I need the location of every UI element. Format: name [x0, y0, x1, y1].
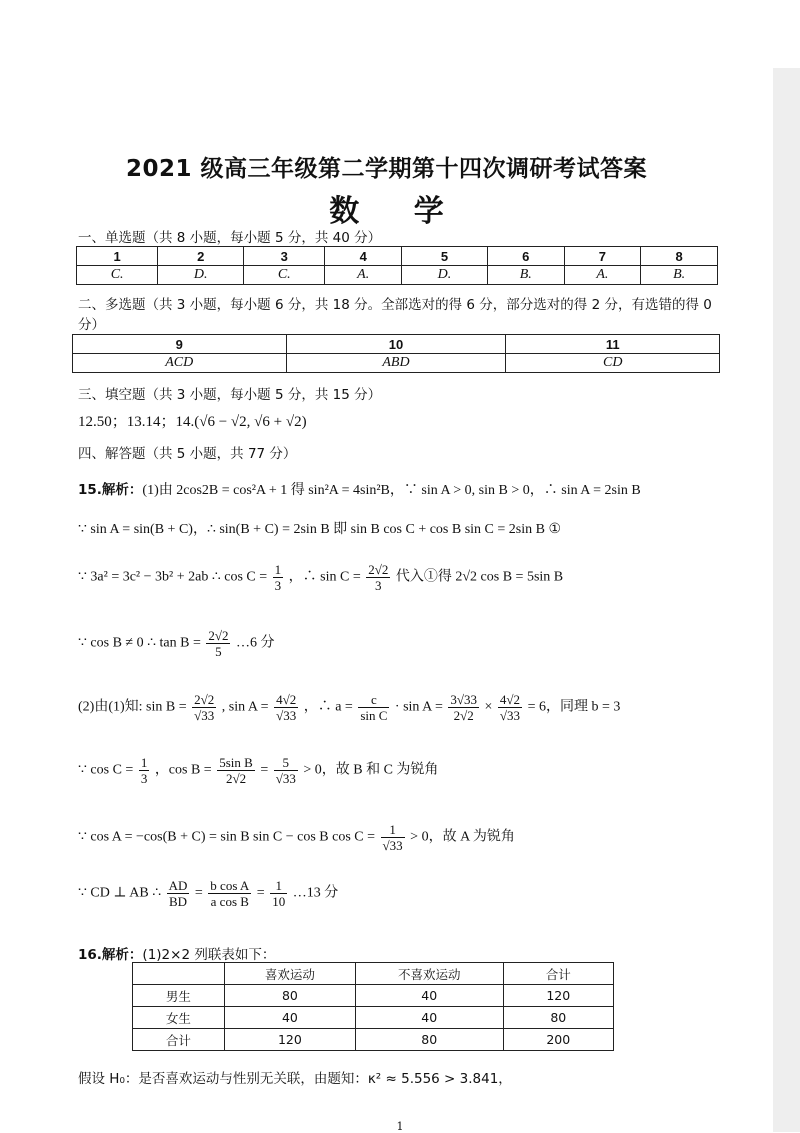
denominator: 2√2 — [225, 771, 247, 786]
question-number: 5 — [402, 247, 488, 266]
numerator: c — [358, 692, 389, 708]
math-text: · sin A = — [394, 699, 443, 715]
q16-line1 — [78, 943, 275, 963]
numerator: 4√2 — [276, 692, 297, 707]
q15-line6 — [78, 755, 438, 786]
fraction — [273, 562, 284, 593]
fraction — [167, 878, 190, 909]
denominator: 2√2 — [453, 708, 474, 723]
table-cell: 120 — [224, 1029, 355, 1051]
denominator: √33 — [275, 771, 296, 786]
math-text: ，∴ sin C = — [288, 569, 361, 585]
table-header-cell: 喜欢运动 — [224, 963, 355, 985]
math-text: × — [484, 699, 493, 715]
math-text: ∵ cos A = −cos(B + C) = sin B sin C − cos B cos C = — [78, 829, 376, 845]
numerator: 2√2 — [368, 562, 389, 577]
q15-label: 15.解析： — [78, 482, 143, 498]
q15-line3 — [78, 562, 563, 593]
table-row — [133, 1029, 614, 1051]
denominator: 3 — [140, 771, 148, 786]
question-number: 8 — [641, 247, 718, 266]
math-text: (2)由(1)知: sin B = — [78, 699, 187, 715]
section2-heading-cont: 分） — [78, 317, 105, 333]
table-cell: 80 — [224, 985, 355, 1007]
question-number: 4 — [325, 247, 402, 266]
contingency-table — [132, 962, 614, 1051]
numerator: 3√33 — [450, 692, 478, 707]
table-cell: 200 — [503, 1029, 613, 1051]
page-number: 1 — [396, 1120, 404, 1133]
question-number: 9 — [73, 335, 287, 354]
numerator: AD — [168, 878, 188, 893]
section2-heading: 二、多选题（共 3 小题，每小题 6 分，共 18 分。全部选对的得 6 分，部分选对的得 2 分，有选错的得 0 — [78, 297, 712, 313]
numerator: 2√2 — [208, 628, 229, 643]
table-cell: 40 — [355, 1007, 503, 1029]
fraction — [206, 628, 230, 659]
table-header-row — [133, 963, 614, 985]
question-number: 1 — [77, 247, 158, 266]
q16-intro: (1)2×2 列联表如下： — [142, 947, 276, 963]
math-text: ∵ CD ⊥ AB ∴ — [78, 885, 162, 901]
denominator: 3 — [375, 578, 382, 593]
denominator: 3 — [274, 578, 282, 593]
table-header-cell: 不喜欢运动 — [355, 963, 503, 985]
table-cell: 80 — [355, 1029, 503, 1051]
numerator: b cos A — [210, 878, 250, 893]
numerator: 5sin B — [219, 755, 253, 770]
fraction — [192, 692, 216, 723]
table-cell: 120 — [503, 985, 613, 1007]
answer-cell: C. — [244, 266, 325, 285]
fraction — [270, 878, 287, 909]
table-cell: 40 — [355, 985, 503, 1007]
math-text: = — [260, 762, 269, 778]
question-number: 2 — [158, 247, 244, 266]
math-text: = — [256, 885, 265, 901]
denominator: √33 — [276, 708, 297, 723]
math-text: ∵ cos C = — [78, 762, 134, 778]
page-title: 2021 级高三年级第二学期第十四次调研考试答案 — [125, 156, 648, 182]
subject-title: 数 学 — [329, 194, 466, 229]
math-text: ∵ 3a² = 3c² − 3b² + 2ab ∴ cos C = — [78, 569, 268, 585]
denominator: a cos B — [210, 894, 249, 909]
table-cell: 男生 — [133, 985, 225, 1007]
fraction — [358, 692, 389, 723]
answer-cell: B. — [641, 266, 718, 285]
numerator: 1 — [140, 755, 148, 770]
math-text: = — [194, 885, 203, 901]
fraction — [217, 755, 255, 786]
section3-heading: 三、填空题（共 3 小题，每小题 5 分，共 15 分） — [78, 387, 382, 403]
fraction — [498, 692, 522, 723]
answer-cell: A. — [564, 266, 641, 285]
answer-cell: D. — [402, 266, 488, 285]
math-text: > 0，故 B 和 C 为锐角 — [303, 762, 439, 778]
math-text: 代入①得 2√2 cos B = 5sin B — [395, 569, 564, 585]
q16-label: 16.解析： — [78, 947, 143, 963]
denominator: √33 — [194, 708, 215, 723]
answer-cell: D. — [158, 266, 244, 285]
q15-line5 — [78, 692, 620, 723]
denominator: BD — [168, 894, 188, 909]
multi-choice-answer-table — [72, 334, 720, 373]
answer-cell: CD — [506, 354, 720, 373]
answer-cell: ACD — [73, 354, 287, 373]
numerator: 1 — [274, 562, 282, 577]
math-text: , sin A = — [221, 699, 269, 715]
denominator: 10 — [272, 894, 286, 909]
denominator: √33 — [499, 708, 521, 723]
section1-heading: 一、单选题（共 8 小题，每小题 5 分，共 40 分） — [78, 230, 382, 246]
question-number: 11 — [506, 335, 720, 354]
q15-line7 — [78, 822, 515, 853]
score-mark: …6 分 — [235, 635, 275, 651]
fraction — [274, 692, 298, 723]
right-scrollbar-gutter[interactable] — [773, 68, 800, 1132]
math-text: > 0，故 A 为锐角 — [410, 829, 515, 845]
q15-line2: ∵ sin A = sin(B + C)，∴ sin(B + C) = 2sin B 即 sin B cos C + cos B sin C = 2sin B ① — [78, 522, 562, 537]
question-number: 7 — [564, 247, 641, 266]
question-number: 6 — [487, 247, 564, 266]
table-cell: 40 — [224, 1007, 355, 1029]
single-choice-answer-table — [76, 246, 718, 285]
fraction — [448, 692, 479, 723]
table-cell: 合计 — [133, 1029, 225, 1051]
table-row — [133, 1007, 614, 1029]
answer-cell: C. — [77, 266, 158, 285]
math-text: ，∴ a = — [303, 699, 353, 715]
answer-cell: A. — [325, 266, 402, 285]
table-cell: 80 — [503, 1007, 613, 1029]
table-header-cell — [133, 963, 225, 985]
denominator: sin C — [360, 708, 388, 723]
numerator: 4√2 — [499, 692, 521, 707]
numerator: 1 — [381, 822, 405, 838]
denominator: 5 — [215, 644, 222, 659]
math-text: ，cos B = — [154, 762, 212, 778]
table-row — [133, 985, 614, 1007]
math-text: ∵ cos B ≠ 0 ∴ tan B = — [78, 635, 201, 651]
fraction — [139, 755, 150, 786]
fill-blank-answers: 12.50；13.14；14.(√6 − √2, √6 + √2) — [78, 414, 307, 430]
fraction — [366, 562, 390, 593]
numerator: 5 — [274, 755, 298, 771]
fraction — [208, 878, 251, 909]
q15-line4 — [78, 628, 274, 659]
q15-line1 — [78, 478, 641, 499]
math-text: = 6，同理 b = 3 — [527, 699, 621, 715]
answer-cell: ABD — [286, 354, 506, 373]
table-cell: 女生 — [133, 1007, 225, 1029]
fraction — [274, 755, 298, 786]
question-number: 3 — [244, 247, 325, 266]
denominator: √33 — [382, 838, 403, 853]
numerator: 1 — [270, 878, 287, 894]
question-number: 10 — [286, 335, 506, 354]
section4-heading: 四、解答题（共 5 小题，共 77 分） — [78, 446, 297, 462]
fraction — [381, 822, 405, 853]
table-header-cell: 合计 — [503, 963, 613, 985]
numerator: 2√2 — [194, 692, 215, 707]
q16-hypothesis: 假设 H₀：是否喜欢运动与性别无关联，由题知：κ² ≈ 5.556 > 3.841， — [78, 1071, 512, 1087]
q15-line8 — [78, 878, 338, 909]
answer-cell: B. — [487, 266, 564, 285]
score-mark: …13 分 — [292, 885, 339, 901]
q15-text: (1)由 2cos2B = cos²A + 1 得 sin²A = 4sin²B，∵ sin A > 0, sin B > 0，∴ sin A = 2sin B — [142, 483, 641, 498]
